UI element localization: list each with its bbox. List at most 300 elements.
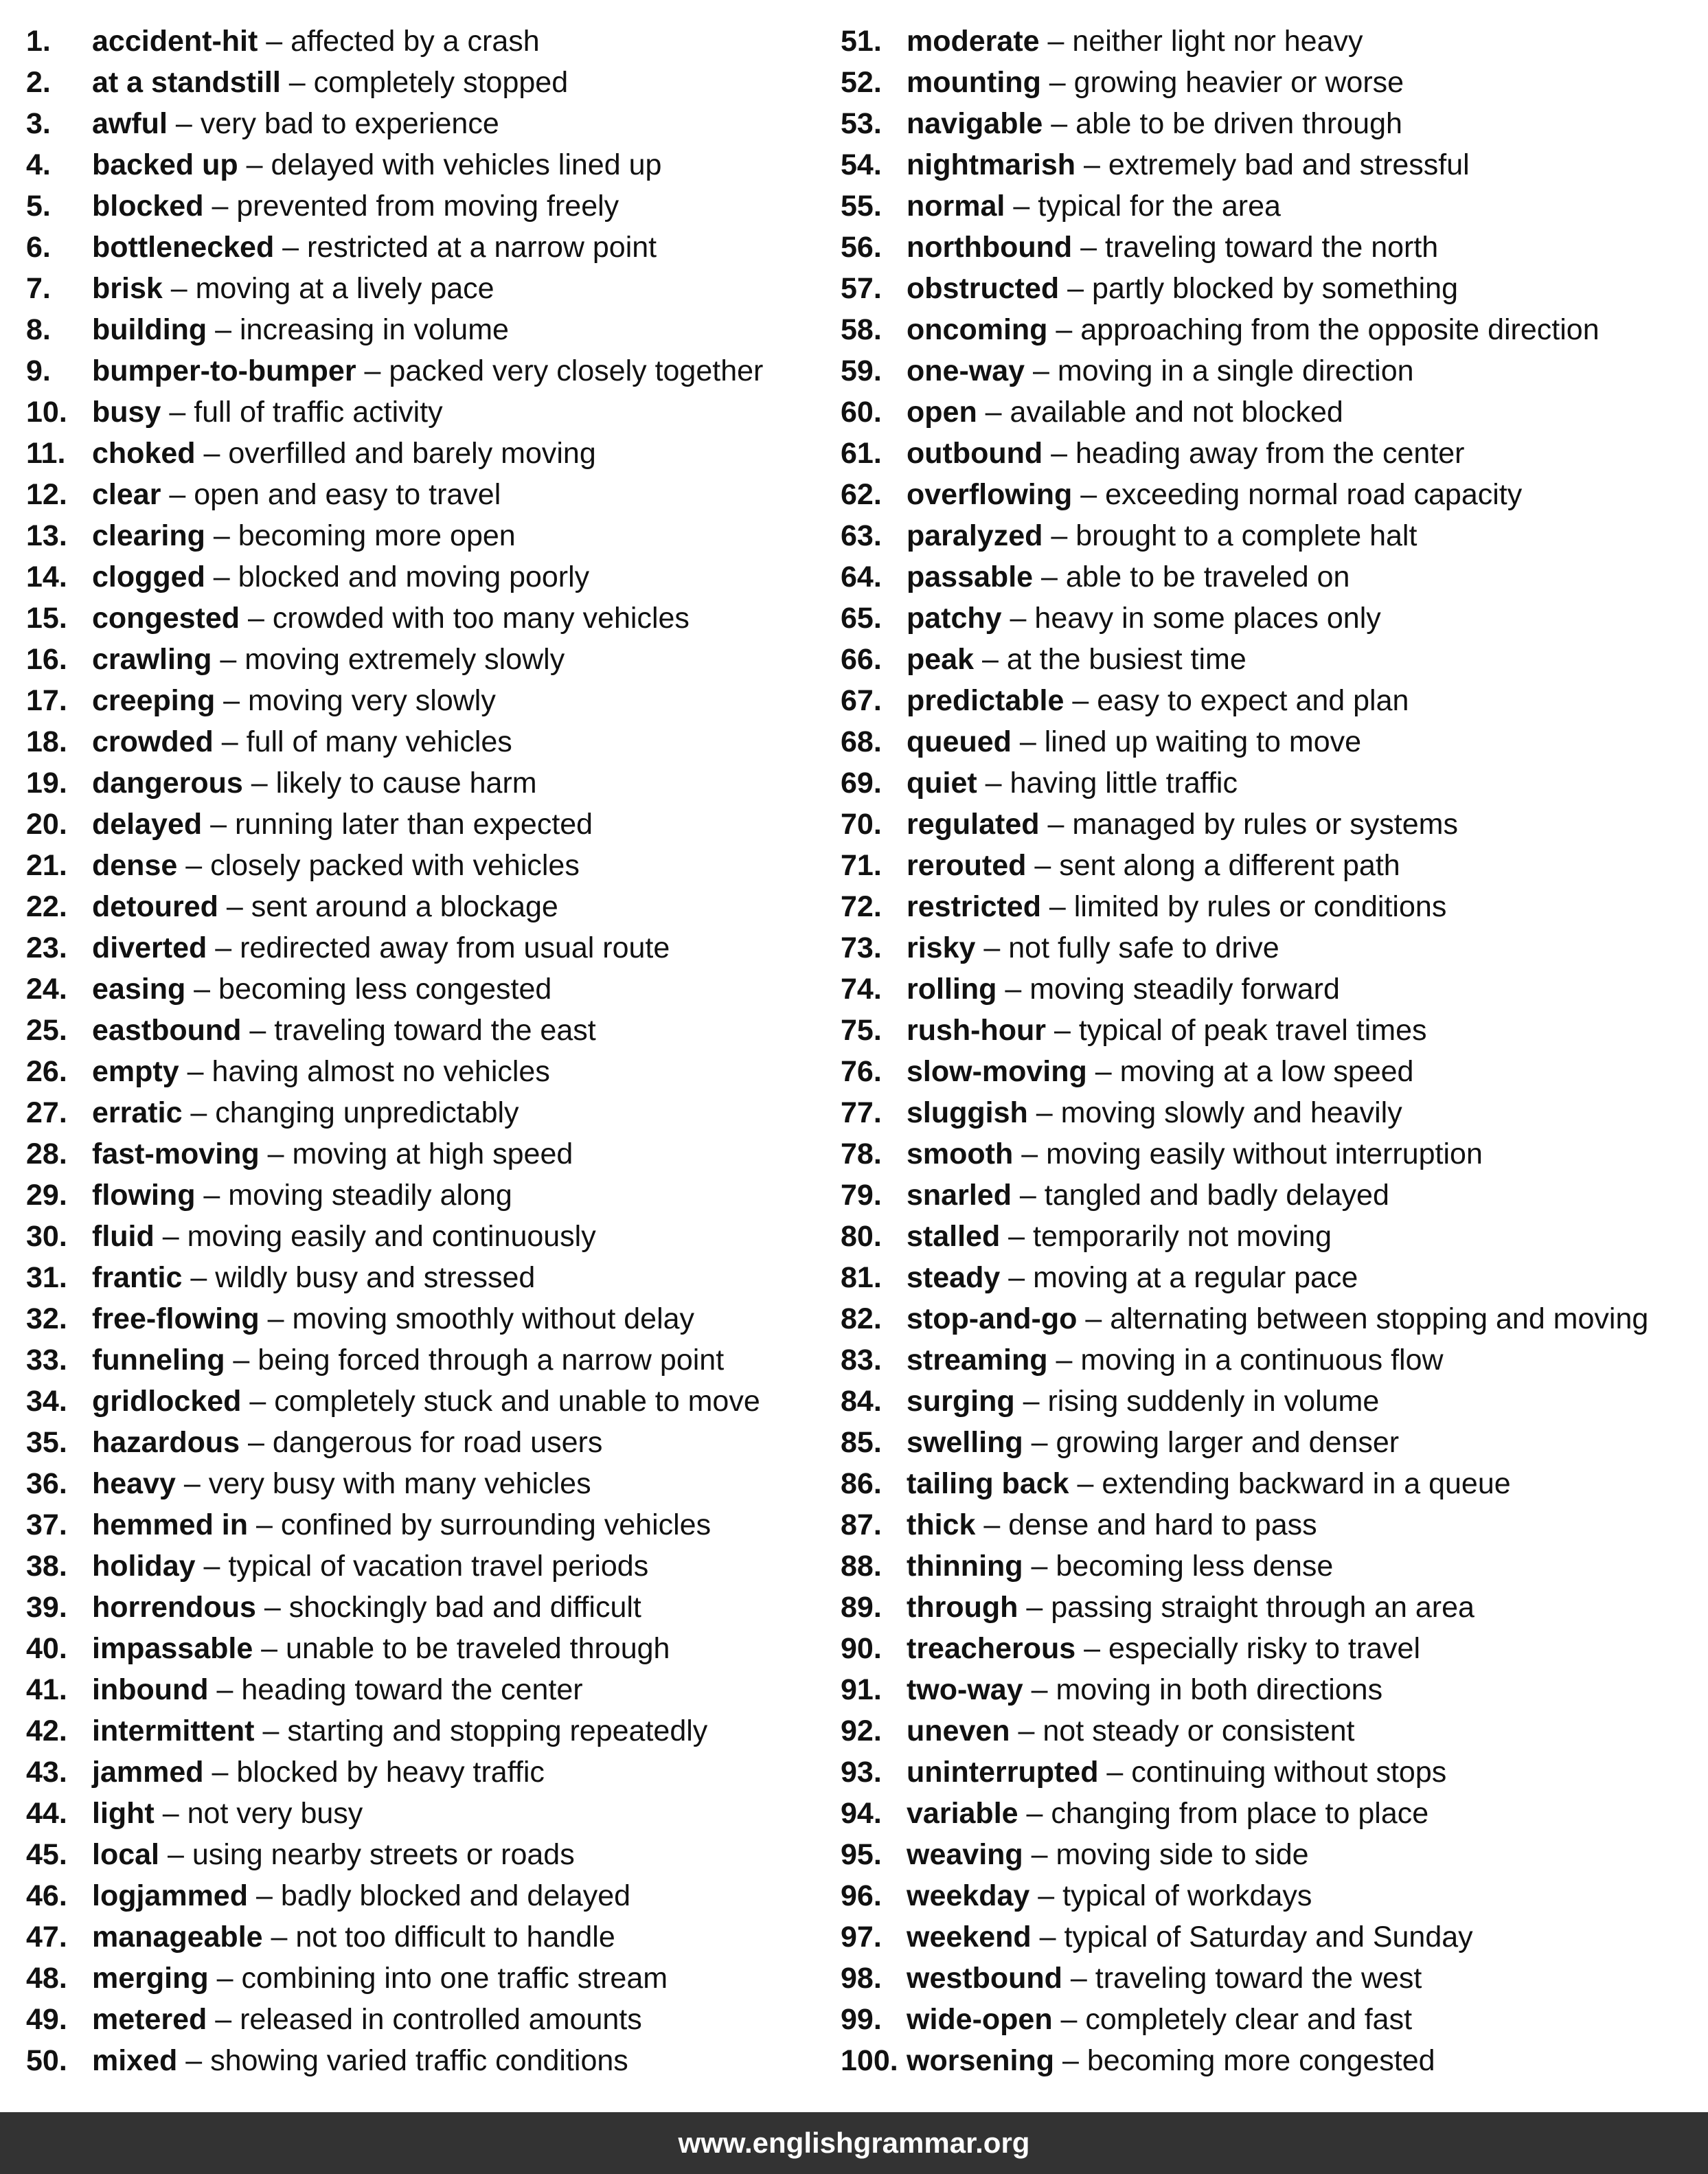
entry-separator: –	[262, 1921, 296, 1954]
entry-separator: –	[975, 931, 1009, 964]
entry-separator: –	[162, 272, 196, 305]
entry-number: 61.	[841, 437, 882, 470]
entry-word: one-way	[907, 354, 1025, 387]
list-item	[26, 969, 836, 1010]
entry-number: 37.	[26, 1508, 67, 1541]
entry-definition: traveling toward the north	[1105, 231, 1439, 264]
entry-separator: –	[1027, 1096, 1061, 1129]
entry-definition: especially risky to travel	[1108, 1632, 1421, 1665]
entry-definition: changing from place to place	[1051, 1797, 1429, 1830]
list-item	[841, 62, 1699, 103]
entry-separator: –	[215, 684, 249, 717]
entry-word: easing	[92, 973, 186, 1006]
entry-number: 1.	[26, 25, 51, 58]
entry-word: weaving	[907, 1838, 1023, 1871]
entry-definition: moving side to side	[1056, 1838, 1309, 1871]
entry-separator: –	[218, 890, 251, 923]
list-item	[26, 1504, 836, 1545]
list-item	[841, 556, 1699, 598]
entry-word: brisk	[92, 272, 163, 305]
entry-word: streaming	[907, 1344, 1048, 1377]
list-item	[841, 1875, 1699, 1916]
list-item	[841, 1381, 1699, 1422]
entry-separator: –	[242, 767, 276, 800]
entry-word: patchy	[907, 602, 1002, 635]
entry-number: 42.	[26, 1714, 67, 1747]
entry-word: building	[92, 313, 207, 346]
entry-separator: –	[1018, 1591, 1051, 1624]
entry-definition: moving in a continuous flow	[1080, 1344, 1444, 1377]
entry-definition: moving extremely slowly	[244, 643, 565, 676]
entry-definition: having almost no vehicles	[212, 1055, 550, 1088]
entry-definition: moving easily without interruption	[1046, 1137, 1483, 1170]
list-item	[841, 1958, 1699, 1999]
entry-definition: temporarily not moving	[1033, 1220, 1332, 1253]
list-item	[841, 1463, 1699, 1504]
entry-word: open	[907, 396, 977, 429]
entry-number: 54.	[841, 148, 882, 181]
list-item	[841, 886, 1699, 927]
entry-number: 75.	[841, 1014, 882, 1047]
entry-separator: –	[1010, 1714, 1043, 1747]
entry-number: 49.	[26, 2003, 67, 2036]
entry-separator: –	[1011, 725, 1045, 758]
entry-definition: likely to cause harm	[275, 767, 537, 800]
entry-number: 65.	[841, 602, 882, 635]
entry-word: frantic	[92, 1261, 183, 1294]
list-item	[841, 1133, 1699, 1175]
list-item	[26, 103, 836, 144]
entry-word: peak	[907, 643, 975, 676]
entry-number: 13.	[26, 519, 67, 552]
entry-definition: typical of Saturday and Sunday	[1064, 1921, 1473, 1954]
entry-word: crowded	[92, 725, 214, 758]
entry-definition: sent around a blockage	[251, 890, 558, 923]
entry-separator: –	[977, 396, 1010, 429]
entry-separator: –	[1023, 1838, 1056, 1871]
entry-separator: –	[154, 1220, 187, 1253]
list-item	[841, 1504, 1699, 1545]
entry-number: 33.	[26, 1344, 67, 1377]
entry-word: mounting	[907, 66, 1041, 99]
entry-word: uninterrupted	[907, 1756, 1099, 1789]
entry-definition: open and easy to travel	[194, 478, 501, 511]
entry-word: stalled	[907, 1220, 1001, 1253]
entry-word: navigable	[907, 107, 1043, 140]
entry-word: at a standstill	[92, 66, 281, 99]
entry-word: risky	[907, 931, 976, 964]
entry-separator: –	[1043, 519, 1076, 552]
entry-separator: –	[1047, 1344, 1081, 1377]
entry-definition: full of traffic activity	[194, 396, 443, 429]
list-item	[26, 1010, 836, 1051]
entry-separator: –	[207, 2003, 240, 2036]
list-item	[26, 1587, 836, 1628]
entry-separator: –	[1018, 1797, 1051, 1830]
list-item	[841, 144, 1699, 185]
list-item	[26, 1092, 836, 1133]
entry-word: creeping	[92, 684, 216, 717]
list-item	[26, 1216, 836, 1257]
entry-separator: –	[167, 107, 201, 140]
entry-separator: –	[205, 561, 238, 593]
entry-word: weekday	[907, 1879, 1030, 1912]
list-item	[841, 2040, 1699, 2081]
entry-separator: –	[975, 1508, 1009, 1541]
list-item	[26, 1793, 836, 1834]
entry-separator: –	[207, 931, 240, 964]
entry-definition: moving in both directions	[1056, 1673, 1383, 1706]
list-item	[841, 845, 1699, 886]
list-item	[26, 1133, 836, 1175]
entry-separator: –	[1046, 1014, 1079, 1047]
entry-word: manageable	[92, 1921, 263, 1954]
entry-number: 92.	[841, 1714, 882, 1747]
entry-number: 53.	[841, 107, 882, 140]
entry-separator: –	[203, 1756, 237, 1789]
entry-number: 63.	[841, 519, 882, 552]
entry-word: diverted	[92, 931, 207, 964]
entry-separator: –	[1023, 1550, 1056, 1583]
list-item	[841, 1752, 1699, 1793]
list-item	[841, 1793, 1699, 1834]
entry-number: 76.	[841, 1055, 882, 1088]
entry-number: 24.	[26, 973, 67, 1006]
entry-separator: –	[208, 1673, 242, 1706]
entry-number: 68.	[841, 725, 882, 758]
entry-word: swelling	[907, 1426, 1023, 1459]
entry-number: 81.	[841, 1261, 882, 1294]
vocabulary-column-left	[26, 21, 836, 2081]
entry-definition: heading away from the center	[1075, 437, 1465, 470]
entry-number: 38.	[26, 1550, 67, 1583]
entry-definition: blocked and moving poorly	[238, 561, 590, 593]
list-item	[841, 1257, 1699, 1298]
entry-word: fast-moving	[92, 1137, 260, 1170]
entry-separator: –	[175, 1467, 209, 1500]
list-item	[26, 721, 836, 762]
entry-number: 41.	[26, 1673, 67, 1706]
entry-word: busy	[92, 396, 161, 429]
entry-separator: –	[977, 767, 1010, 800]
list-item	[841, 1051, 1699, 1092]
list-item	[26, 350, 836, 392]
entry-word: overflowing	[907, 478, 1073, 511]
entry-number: 74.	[841, 973, 882, 1006]
entry-separator: –	[1011, 1179, 1045, 1212]
entry-separator: –	[203, 190, 237, 223]
entry-number: 97.	[841, 1921, 882, 1954]
entry-definition: neither light nor heavy	[1072, 25, 1363, 58]
list-item	[841, 1545, 1699, 1587]
entry-word: clogged	[92, 561, 205, 593]
list-item	[26, 474, 836, 515]
entry-separator: –	[997, 973, 1030, 1006]
entry-number: 72.	[841, 890, 882, 923]
entry-word: fluid	[92, 1220, 155, 1253]
entry-word: blocked	[92, 190, 204, 223]
entry-definition: redirected away from usual route	[240, 931, 670, 964]
entry-word: rush-hour	[907, 1014, 1047, 1047]
entry-separator: –	[248, 1879, 281, 1912]
entry-number: 2.	[26, 66, 51, 99]
entry-definition: partly blocked by something	[1092, 272, 1459, 305]
list-item	[841, 433, 1699, 474]
entry-number: 16.	[26, 643, 67, 676]
list-item	[841, 1834, 1699, 1875]
entry-definition: moving at a lively pace	[195, 272, 494, 305]
entry-word: thinning	[907, 1550, 1023, 1583]
entry-definition: becoming more congested	[1086, 2044, 1435, 2077]
entry-separator: –	[212, 643, 245, 676]
list-item	[26, 227, 836, 268]
list-item	[841, 1628, 1699, 1669]
entry-definition: dense and hard to pass	[1008, 1508, 1317, 1541]
entry-word: hazardous	[92, 1426, 240, 1459]
list-item	[841, 1175, 1699, 1216]
list-item	[26, 1875, 836, 1916]
list-item	[26, 1175, 836, 1216]
list-item	[841, 1916, 1699, 1958]
entry-word: stop-and-go	[907, 1302, 1078, 1335]
entry-separator: –	[205, 519, 238, 552]
entry-number: 87.	[841, 1508, 882, 1541]
entry-definition: not steady or consistent	[1043, 1714, 1355, 1747]
entry-number: 85.	[841, 1426, 882, 1459]
list-item	[841, 1669, 1699, 1710]
entry-word: impassable	[92, 1632, 253, 1665]
entry-separator: –	[1039, 808, 1073, 841]
entry-number: 70.	[841, 808, 882, 841]
entry-number: 43.	[26, 1756, 67, 1789]
entry-word: quiet	[907, 767, 977, 800]
entry-separator: –	[255, 1591, 289, 1624]
entry-number: 95.	[841, 1838, 882, 1871]
entry-word: regulated	[907, 808, 1040, 841]
entry-definition: sent along a different path	[1059, 849, 1400, 882]
entry-definition: full of many vehicles	[246, 725, 512, 758]
list-item	[26, 1463, 836, 1504]
entry-number: 93.	[841, 1756, 882, 1789]
entry-separator: –	[1025, 354, 1058, 387]
entry-number: 56.	[841, 231, 882, 264]
entry-separator: –	[248, 1508, 281, 1541]
entry-definition: blocked by heavy traffic	[236, 1756, 545, 1789]
entry-definition: limited by rules or conditions	[1073, 890, 1447, 923]
entry-separator: –	[240, 1426, 273, 1459]
entry-separator: –	[253, 1632, 286, 1665]
entry-definition: moving at a low speed	[1119, 1055, 1414, 1088]
entry-definition: able to be traveled on	[1065, 561, 1350, 593]
list-item	[26, 804, 836, 845]
entry-definition: managed by rules or systems	[1072, 808, 1458, 841]
entry-word: smooth	[907, 1137, 1014, 1170]
list-item	[26, 1958, 836, 1999]
entry-separator: –	[213, 725, 247, 758]
list-item	[26, 1545, 836, 1587]
entry-number: 51.	[841, 25, 882, 58]
entry-definition: very busy with many vehicles	[208, 1467, 591, 1500]
entry-number: 77.	[841, 1096, 882, 1129]
entry-separator: –	[177, 2044, 211, 2077]
entry-separator: –	[1029, 1879, 1063, 1912]
entry-number: 23.	[26, 931, 67, 964]
entry-separator: –	[185, 973, 219, 1006]
entry-separator: –	[1039, 25, 1073, 58]
entry-number: 62.	[841, 478, 882, 511]
entry-definition: not too difficult to handle	[295, 1921, 615, 1954]
entry-number: 82.	[841, 1302, 882, 1335]
entry-separator: –	[208, 1962, 242, 1995]
entry-separator: –	[1054, 2044, 1087, 2077]
entry-word: queued	[907, 725, 1012, 758]
entry-number: 9.	[26, 354, 51, 387]
entry-definition: delayed with vehicles lined up	[271, 148, 662, 181]
entry-number: 69.	[841, 767, 882, 800]
entry-separator: –	[1031, 1921, 1064, 1954]
entry-word: delayed	[92, 808, 203, 841]
list-item	[841, 227, 1699, 268]
list-item	[26, 1669, 836, 1710]
list-item	[841, 1422, 1699, 1463]
entry-number: 58.	[841, 313, 882, 346]
entry-number: 59.	[841, 354, 882, 387]
entry-word: steady	[907, 1261, 1001, 1294]
list-item	[26, 515, 836, 556]
entry-word: jammed	[92, 1756, 204, 1789]
list-item	[26, 1381, 836, 1422]
entry-word: free-flowing	[92, 1302, 260, 1335]
entry-separator: –	[241, 1385, 275, 1418]
entry-number: 73.	[841, 931, 882, 964]
entry-number: 64.	[841, 561, 882, 593]
entry-word: moderate	[907, 25, 1040, 58]
entry-word: hemmed in	[92, 1508, 248, 1541]
list-item	[26, 639, 836, 680]
entry-separator: –	[161, 396, 194, 429]
entry-number: 26.	[26, 1055, 67, 1088]
entry-definition: moving in a single direction	[1057, 354, 1414, 387]
entry-word: thick	[907, 1508, 976, 1541]
entry-number: 8.	[26, 313, 51, 346]
entry-word: uneven	[907, 1714, 1010, 1747]
entry-number: 15.	[26, 602, 67, 635]
list-item	[841, 515, 1699, 556]
entry-number: 91.	[841, 1673, 882, 1706]
entry-number: 19.	[26, 767, 67, 800]
entry-word: horrendous	[92, 1591, 256, 1624]
entry-definition: approaching from the opposite direction	[1080, 313, 1599, 346]
entry-separator: –	[182, 1096, 216, 1129]
entry-separator: –	[974, 643, 1007, 676]
list-item	[841, 598, 1699, 639]
entry-number: 18.	[26, 725, 67, 758]
entry-definition: typical of workdays	[1062, 1879, 1312, 1912]
list-item	[26, 556, 836, 598]
entry-word: northbound	[907, 231, 1073, 264]
entry-separator: –	[238, 148, 271, 181]
list-item	[841, 680, 1699, 721]
entry-separator: –	[1069, 1467, 1102, 1500]
list-item	[26, 1999, 836, 2040]
footer-url[interactable]: www.englishgrammar.org	[678, 2127, 1030, 2159]
list-item	[26, 1834, 836, 1875]
entry-number: 14.	[26, 561, 67, 593]
entry-number: 96.	[841, 1879, 882, 1912]
entry-number: 89.	[841, 1591, 882, 1624]
list-item	[26, 762, 836, 804]
entry-definition: wildly busy and stressed	[215, 1261, 536, 1294]
entry-separator: –	[195, 437, 229, 470]
entry-definition: lined up waiting to move	[1044, 725, 1362, 758]
entry-separator: –	[1072, 478, 1106, 511]
entry-definition: closely packed with vehicles	[210, 849, 580, 882]
entry-definition: moving very slowly	[248, 684, 496, 717]
entry-number: 25.	[26, 1014, 67, 1047]
entry-separator: –	[1052, 2003, 1086, 2036]
entry-definition: being forced through a narrow point	[258, 1344, 725, 1377]
entry-word: local	[92, 1838, 159, 1871]
entry-word: westbound	[907, 1962, 1062, 1995]
list-item	[26, 144, 836, 185]
entry-word: worsening	[907, 2044, 1055, 2077]
entry-separator: –	[195, 1550, 229, 1583]
entry-number: 40.	[26, 1632, 67, 1665]
entry-definition: having little traffic	[1010, 767, 1238, 800]
entry-definition: showing varied traffic conditions	[210, 2044, 628, 2077]
list-item	[841, 1092, 1699, 1133]
list-item	[26, 185, 836, 227]
entry-definition: typical of vacation travel periods	[228, 1550, 649, 1583]
entry-number: 60.	[841, 396, 882, 429]
entry-definition: becoming more open	[238, 519, 516, 552]
entry-word: funneling	[92, 1344, 225, 1377]
list-item	[841, 1010, 1699, 1051]
entry-definition: very bad to experience	[200, 107, 499, 140]
entry-number: 52.	[841, 66, 882, 99]
entry-definition: typical for the area	[1038, 190, 1281, 223]
entry-number: 27.	[26, 1096, 67, 1129]
entry-number: 78.	[841, 1137, 882, 1170]
list-item	[841, 474, 1699, 515]
list-item	[26, 1422, 836, 1463]
entry-word: accident-hit	[92, 25, 258, 58]
footer-bar	[0, 2112, 1708, 2174]
entry-word: snarled	[907, 1179, 1012, 1212]
entry-word: clearing	[92, 519, 205, 552]
entry-word: choked	[92, 437, 196, 470]
list-item	[26, 1916, 836, 1958]
entry-separator: –	[1075, 148, 1108, 181]
entry-separator: –	[254, 1714, 288, 1747]
entry-separator: –	[154, 1797, 187, 1830]
entry-number: 10.	[26, 396, 67, 429]
entry-number: 46.	[26, 1879, 67, 1912]
list-item	[26, 1710, 836, 1752]
entry-number: 79.	[841, 1179, 882, 1212]
entry-separator: –	[1026, 849, 1060, 882]
list-item	[841, 927, 1699, 969]
list-item	[841, 1587, 1699, 1628]
entry-definition: starting and stopping repeatedly	[287, 1714, 708, 1747]
entry-number: 12.	[26, 478, 67, 511]
list-item	[26, 62, 836, 103]
entry-word: nightmarish	[907, 148, 1076, 181]
entry-separator: –	[241, 1014, 275, 1047]
list-item	[26, 1298, 836, 1339]
list-item	[26, 845, 836, 886]
entry-word: two-way	[907, 1673, 1023, 1706]
